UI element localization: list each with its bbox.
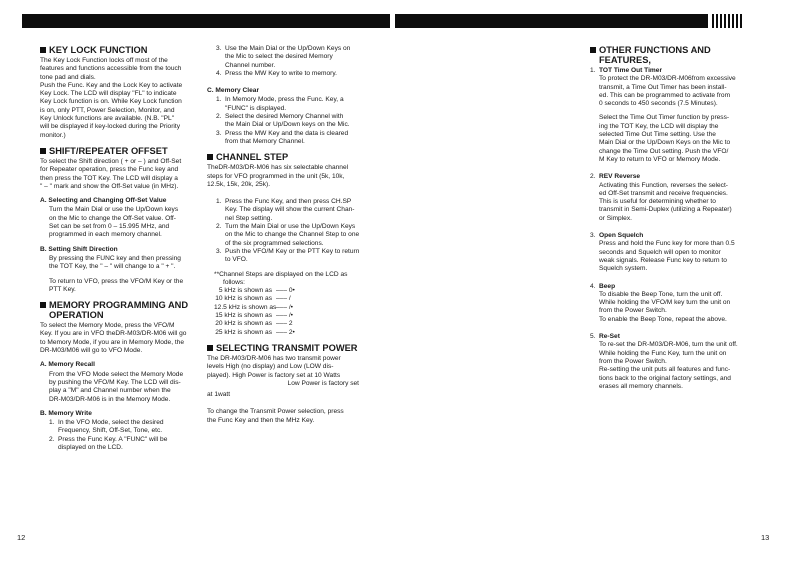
shift-heading: SHIFT/REPEATER OFFSET [40,146,198,156]
memory-write-subheading: B. Memory Write [40,409,92,417]
text-line: **Channel Steps are displayed on the LCD as [214,270,348,278]
shift-direction-body [40,255,198,272]
feature-item-squelch: 3. Open Squelch Press and hold the Func key for more than 0.5 seconds and Squelch will open to monitor weak signals. Release Func key to return to Squelch system. [590,232,735,273]
memory-clear-list [207,96,367,146]
key-lock-heading: KEY LOCK FUNCTION [40,45,198,55]
text-line: PTT Key. [49,285,76,293]
table-row: 20 kHz is shown as ––– 2 [215,320,293,328]
list-item: 4. Press the MW Key to write to memory. [216,69,337,77]
text-line: to Memory Mode, if you are in Memory Mode, the [40,338,185,346]
channel-step-body [207,164,367,189]
table-row: 15 kHz is shown as ––– /• [215,312,293,320]
square-bullet-icon [40,302,46,308]
square-bullet-icon [207,154,213,160]
list-item: 1. Press the Func Key, and then press CH.SP Key. The display will show the current Chan- nel Step setting. [216,198,355,222]
square-bullet-icon [207,345,213,351]
offset-subheading: A. Selecting and Changing Off-Set Value [40,197,167,205]
return-vfo-note [40,278,198,295]
transmit-change-note [207,408,367,425]
lcd-glyph-icon: ––– 2• [276,328,295,336]
shift-direction-subheading: B. Setting Shift Direction [40,245,118,253]
text-line: To return to VFO, press the VFO/M Key or the [49,277,184,285]
memory-clear-subheading: C. Memory Clear [207,87,260,95]
text-line: By pressing the FUNC key and then pressing [49,254,181,262]
text-line: played). High Power is factory set at 10 Watts [207,371,341,379]
text-line: " – " mark and show the Off-Set value (in MHz). [40,182,179,190]
memory-write-list-cont [207,45,367,78]
text-line: The Key Lock Function locks off most of the [40,57,168,64]
text-line: Low Power is factory set [287,379,359,387]
text-line: To select the Memory Mode, press the VFO/M [40,322,175,330]
text-line: will be displayed if key-locked during the Priority [40,123,180,131]
list-item: 2. Press the Func Key. A "FUNC" will be displayed on the LCD. [49,435,168,451]
transmit-power-body [207,355,367,399]
text-line: for Repeater operation, press the Func key and [40,166,179,174]
memory-write-list [40,419,198,452]
column-2 [207,45,367,425]
text-line: To change the Transmit Power selection, press [207,408,344,416]
text-line: features and functions accessible from the touch [40,65,182,73]
channel-step-display-table [207,271,367,337]
text-line: TheDR-M03/DR-M06 has six selectable channel [207,164,349,172]
square-bullet-icon [40,148,46,154]
list-item: 2. Turn the Main Dial or use the Up/Down Keys on the Mic to change the Channel Step to one of the six programmed selections. [216,223,360,247]
page-number-right: 13 [761,533,770,542]
table-row: 12.5 kHz is shown as ––– /• [214,303,293,311]
page-number-left: 12 [17,533,26,542]
feature-item-tot: 1. TOT Time Out Timer To protect the DR-M03/DR-M06from excessive transmit, a Time Out Timer has been install- ed. This can be programmed to activate from 0 seconds to 450 seconds (7.5 Minutes). Select the Time Out Timer function by press- ing the TOT Key, the LCD will display the selected Time Out Time setting. Use the Main Dial or the Up/Down Keys on the Mic to change the Time Out setting. Push the VFO/ M Key to return to VFO or Memory Mode. [590,67,736,163]
text-line: To select the Shift direction ( + or – ) and Off-Set [40,157,182,165]
text-line: steps for VFO programmed in the unit (5k, 10k, [207,172,345,180]
text-line: levels High (no display) and Low (LOW dis- [207,363,334,371]
channel-step-heading: CHANNEL STEP [207,152,367,162]
text-line: Set can be set from 0 – 15.995 MHz, and [49,223,170,231]
offset-body [40,206,198,239]
transmit-power-heading: SELECTING TRANSMIT POWER [207,343,367,353]
feature-item-reset: 5. Re-Set To re-set the DR-M03/DR-M06, turn the unit off. While holding the Func Key, turn the unit on from the Power Switch. Re-setting the unit puts all features and func- tions back to the original factory settings, and erases all memory channels. [590,333,738,390]
text-line: Key Lock. The LCD will display "FL" to indicate [40,90,177,98]
feature-item-beep: 4. Beep To disable the Beep Tone, turn the unit off. While holding the VFO/M key turn the unit on from the Power Switch. To enable the Beep Tone, repeat the above. [590,282,731,323]
text-line: then press the TOT Key. The LCD will display a [40,174,178,182]
lcd-glyph-icon: ––– 0• [276,287,295,295]
text-line: programmed in each memory channel. [49,231,162,239]
lcd-glyph-icon: ––– /• [276,312,293,320]
text-line: on the Mic to change the Off-Set value. Off- [49,214,176,222]
channel-step-list [207,198,367,264]
list-item: 1. In Memory Mode, press the Func. Key, a "FUNC" is displayed. [216,96,344,112]
memory-heading: MEMORY PROGRAMMING AND OPERATION [40,300,198,320]
text-line: DR-M03/DR-M06 is in the Memory Mode. [49,395,171,403]
memory-recall-subheading: A. Memory Recall [40,361,95,369]
text-line: follows: [223,278,245,286]
text-line: by pushing the VFO/M Key. The LCD will dis- [49,378,181,386]
barcode-mark [712,14,742,28]
table-row: 25 kHz is shown as ––– 2• [215,328,295,336]
text-line: The DR-M03/DR-M06 has two transmit power [207,354,341,362]
text-line: DR-M03/M06 will go to VFO Mode. [40,347,143,355]
text-line: at 1watt [207,391,231,399]
text-line: Key Unlock functions are available. (N.B. "PL" [40,115,175,123]
other-functions-heading: OTHER FUNCTIONS AND FEATURES, [590,45,753,65]
text-line: tone pad and dials. [40,73,96,81]
key-lock-body [40,57,198,140]
list-item: 3. Push the VFO/M Key or the PTT Key to return to VFO. [216,247,360,264]
square-bullet-icon [590,47,596,53]
feature-item-rev: 2. REV Reverse Activating this Function, reverses the select- ed Off-Set transmit and receive frequencies. This is useful for determining whether to transmit in Semi-Duplex (utilizing a Repeater) or Simplex. [590,173,732,222]
list-item: 2. Select the desired Memory Channel with the Main Dial or Up/Down keys on the Mic. [216,113,350,129]
list-item: 3. Use the Main Dial or the Up/Down Keys on the Mic to select the desired Memory Channel number. [216,45,351,69]
table-row: 5 kHz is shown as ––– 0• [218,287,295,295]
text-line: Turn the Main Dial or use the Up/Down keys [49,206,179,214]
column-3 [590,45,753,391]
lcd-glyph-icon: ––– 2 [276,320,293,328]
list-item: 1. In the VFO Mode, select the desired Frequency, Shift, Off-Set, Tone, etc. [49,419,164,435]
memory-recall-body [40,371,198,404]
list-item: 3. Press the MW Key and the data is cleared from that Memory Channel. [216,129,349,145]
column-1 [40,45,198,452]
memory-body [40,322,198,355]
lcd-glyph-icon: ––– /• [276,303,293,311]
text-line: play a "M" and Channel number when the [49,387,171,395]
header-bar-left [22,14,390,28]
text-line: Push the Func. Key and the Lock Key to activate [40,81,183,89]
text-line: is on, only PTT, Power Selection, Monitor, and [40,106,175,114]
square-bullet-icon [40,47,46,53]
text-line: Key. If you are in VFO theDR-M03/DR-M06 will go [40,330,187,338]
lcd-glyph-icon: ––– / [276,295,291,303]
text-line: monitor.) [40,131,66,139]
text-line: From the VFO Mode select the Memory Mode [49,370,184,378]
text-line: 12.5k, 15k, 20k, 25k). [207,180,271,188]
header-bar-right [395,14,708,28]
text-line: the Func Key and then the MHz Key. [207,416,315,424]
table-row: 10 kHz is shown as ––– / [215,295,291,303]
text-line: the TOT Key, the " – " will change to a " + ". [49,263,176,271]
text-line: Key Lock function is on. While Key Lock function [40,98,182,106]
shift-body [40,158,198,191]
